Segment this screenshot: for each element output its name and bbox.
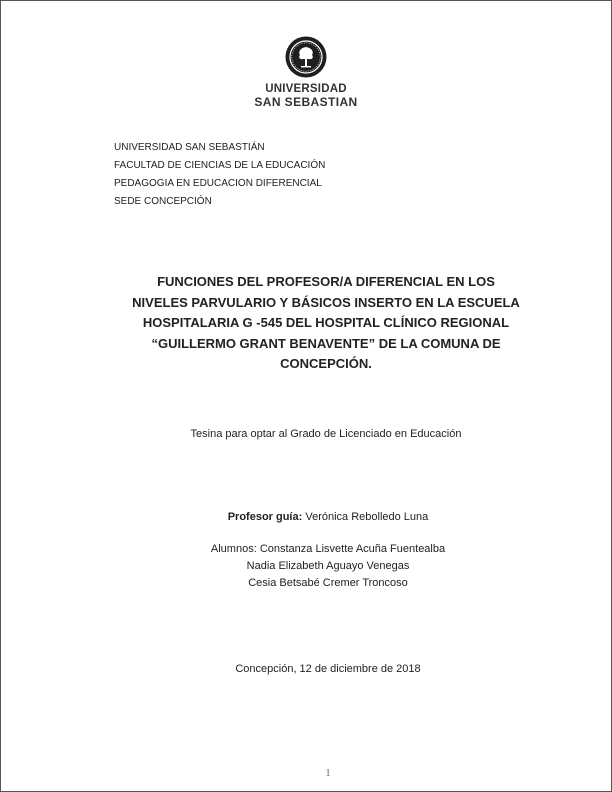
students-block [0, 541, 612, 592]
title-line: “GUILLERMO GRANT BENAVENTE” DE LA COMUNA DE [151, 335, 501, 351]
title-line: CONCEPCIÓN. [280, 356, 372, 371]
title-line: FUNCIONES DEL PROFESOR/A DIFERENCIAL EN LOS [157, 274, 495, 289]
title-line: NIVELES PARVULARIO Y BÁSICOS INSERTO EN LA ESCUELA [132, 294, 520, 310]
university-name: UNIVERSIDAD SAN SEBASTIÁN [114, 142, 265, 153]
thesis-title [100, 272, 552, 375]
advisor-name: Verónica Rebolledo Luna [305, 511, 429, 523]
logo-text-san-sebastian: SAN SEBASTIAN [254, 95, 358, 109]
students-first-line [0, 541, 612, 558]
degree-statement: Tesina para optar al Grado de Licenciado en Educación [190, 428, 462, 440]
advisor-line [0, 511, 612, 523]
student-name: Nadia Elizabeth Aguayo Venegas [246, 560, 410, 572]
program-name: PEDAGOGIA EN EDUCACION DIFERENCIAL [114, 178, 322, 189]
institution-block [114, 139, 325, 211]
logo-text-universidad: UNIVERSIDAD [265, 83, 347, 95]
campus-name: SEDE CONCEPCIÓN [114, 196, 212, 207]
advisor-label: Profesor guía: [227, 511, 303, 523]
student-name: Cesia Betsabé Cremer Troncoso [248, 577, 408, 589]
page-number: 1 [325, 767, 331, 779]
tree-seal-icon [285, 36, 327, 78]
faculty-name: FACULTAD DE CIENCIAS DE LA EDUCACIÓN [114, 160, 326, 171]
place-date: Concepción, 12 de diciembre de 2018 [235, 663, 421, 675]
students-label: Alumnos: [210, 543, 257, 555]
title-line: HOSPITALARIA G -545 DEL HOSPITAL CLÍNICO REGIONAL [142, 315, 510, 330]
student-name: Constanza Lisvette Acuña Fuentealba [259, 543, 446, 555]
university-logo [0, 36, 612, 109]
